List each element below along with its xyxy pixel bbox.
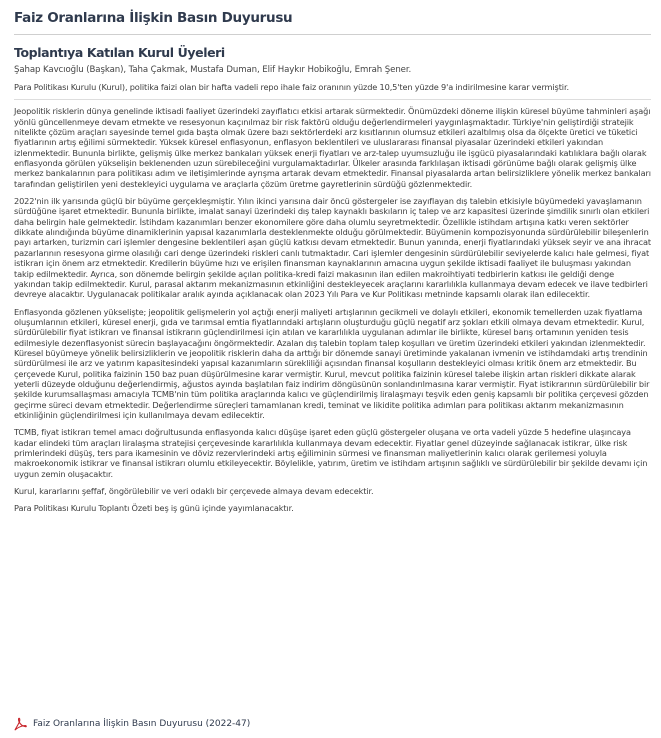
pdf-link-label[interactable]: Faiz Oranlarına İlişkin Basın Duyurusu (2022-47) xyxy=(33,719,251,729)
press-release-pdf-link[interactable] xyxy=(14,717,250,731)
pdf-icon xyxy=(14,717,27,731)
paragraph-growth: 2022'nin ilk yarısında güçlü bir büyüme gerçekleşmiştir. Yılın ikinci yarısına dair öncü göstergeler ise zayıflayan dış talebin etkisiyle büyümedeki yavaşlamanın sürdüğüne işaret etmektedir. Bununla birlikte, imalat sanayi üzerindeki dış talep kaynaklı baskıların iç talep ve arz kapasitesi üzerinde şimdilik sınırlı olan etkileri daha belirgin hale gelmektedir. İstihdam kazanımları benzer ekonomilere göre daha olumlu seyretmektedir. Özellikle istihdam artışına katkı veren sektörler dikkate alındığında büyüme dinamiklerinin yapısal kazanımlarla desteklenmekte olduğu görülmektedir. Büyümenin kompozisyonunda sürdürülebilir bileşenlerin payı artarken, turizmin cari işlemler dengesine beklentileri aşan güçlü katkısı devam etmektedir. Bunun yanında, enerji fiyatlarındaki yüksek seyir ve ana ihracat pazarlarının resesyona girme olasılığı cari denge üzerindeki riskleri canlı tutmaktadır. Cari işlemler dengesinin sürdürülebilir seviyelerde kalıcı hale gelmesi, fiyat istikrarı için önem arz etmektedir. Kredilerin büyüme hızı ve erişilen finansman kaynaklarının amacına uygun şekilde iktisadi faaliyet ile buluşması yakından takip edilmektedir. Ayrıca, son dönemde belirgin şekilde açılan politika-kredi faizi makasının ilan edilen makroihtiyati tedbirlerin katkısı ile geldiği denge yakından takip edilmektedir. Kurul, parasal aktarım mekanizmasının etkinliğini destekleyecek araçlarını kararlılıkla kullanmaya devam edecek ve ilave tedbirleri devreye alacaktır. Uygulanacak politikalar aralık ayında açıklanacak olan 2023 Yılı Para ve Kur Politikası metninde kapsamlı olarak ilan edilecektir. xyxy=(14,196,651,300)
paragraph-global-outlook: Jeopolitik risklerin dünya genelinde iktisadi faaliyet üzerindeki zayıflatıcı etkisi artarak sürmektedir. Önümüzdeki döneme ilişkin küresel büyüme tahminleri aşağı yönlü güncellenmeye devam etmekte ve resesyonun kaçınılmaz bir risk faktörü olduğu değerlendirmeleri yaygınlaşmaktadır. Türkiye'nin geliştirdiği stratejik nitelikte çözüm araçları sayesinde temel gıda başta olmak üzere bazı sektörlerdeki arz kısıtlarının olumsuz etkileri azaltılmış olsa da ölçekte üretici ve tüketici fiyatlarının artış eğilimi sürmektedir. Yüksek küresel enflasyonun, enflasyon beklentileri ve uluslararası finansal piyasalar üzerindeki etkileri yakından izlenmektedir. Bununla birlikte, gelişmiş ülke merkez bankaları yüksek enerji fiyatları ve arz-talep uyumsuzluğu ile işgücü piyasalarındaki katılıklara bağlı olarak enflasyonda görülen yükselişin beklenenden uzun sürebileceğini vurgulamaktadırlar. Ülkeler arasında farklılaşan iktisadi görünüme bağlı olarak gelişmiş ülke merkez bankalarının para politikası adım ve iletişimlerinde ayrışma artarak devam etmektedir. Finansal piyasalarda artan belirsizliklere yönelik merkez bankaları tarafından geliştirilen yeni destekleyici uygulama ve araçlarla çözüm üretme gayretlerinin sürdüğü gözlenmektedir. xyxy=(14,106,651,189)
title-divider xyxy=(14,34,651,35)
paragraph-transparency: Kurul, kararlarını şeffaf, öngörülebilir ve veri odaklı bir çerçevede almaya devam edecektir. xyxy=(14,486,374,497)
section-title: Toplantıya Katılan Kurul Üyeleri xyxy=(14,45,225,60)
paragraph-summary-note: Para Politikası Kurulu Toplantı Özeti beş iş günü içinde yayımlanacaktır. xyxy=(14,503,294,514)
paragraph-price-stability: TCMB, fiyat istikrarı temel amacı doğrultusunda enflasyonda kalıcı düşüşe işaret eden güçlü göstergeler oluşana ve orta vadeli yüzde 5 hedefine ulaşıncaya kadar elindeki tüm araçları liralaşma stratejisi çerçevesinde kararlılıkla kullanmaya devam edecektir. Fiyatlar genel düzeyinde sağlanacak istikrar, ülke risk primlerindeki düşüş, ters para ikamesinin ve döviz rezervlerindeki artış eğiliminin sürmesi ve finansman maliyetlerinin kalıcı olarak gerilemesi yoluyla makroekonomik istikrar ve finansal istikrarı olumlu etkileyecektir. Böylelikle, yatırım, üretim ve istihdam artışının sağlıklı ve sürdürülebilir bir şekilde devamı için uygun zemin oluşacaktır. xyxy=(14,427,648,479)
page-title: Faiz Oranlarına İlişkin Basın Duyurusu xyxy=(14,10,293,26)
paragraph-decision: Para Politikası Kurulu (Kurul), politika faizi olan bir hafta vadeli repo ihale faiz oranının yüzde 10,5'ten yüzde 9'a indirilmesine karar vermiştir. xyxy=(14,82,569,92)
paragraph-inflation: Enflasyonda gözlenen yükselişte; jeopolitik gelişmelerin yol açtığı enerji maliyeti artışlarının gecikmeli ve dolaylı etkileri, ekonomik temellerden uzak fiyatlama oluşumlarının etkileri, küresel enerji, gıda ve tarımsal emtia fiyatlarındaki artışların oluşturduğu güçlü negatif arz şokları etkili olmaya devam etmektedir. Kurul, sürdürülebilir fiyat istikrarı ve finansal istikrarın güçlendirilmesi için atılan ve kararlılıkla uygulanan adımlar ile birlikte, küresel barış ortamının yeniden tesis edilmesiyle dezenflasyonist sürecin başlayacağını öngörmektedir. Azalan dış talebin toplam talep koşulları ve üretim üzerindeki etkileri yakından izlenmektedir. Küresel büyümeye yönelik belirsizliklerin ve jeopolitik risklerin daha da arttığı bir dönemde sanayi üretiminde yakalanan ivmenin ve istihdamdaki artış trendinin sürdürülmesi ile arz ve yatırım kapasitesindeki yapısal kazanımların sürekliliği açısından finansal koşulların destekleyici olması kritik önem arz etmektedir. Bu çerçevede Kurul, politika faizinin 150 baz puan düşürülmesine karar vermiştir. Kurul, mevcut politika faizinin küresel talebe ilişkin artan riskleri dikkate alarak yeterli düzeyde olduğunu değerlendirmiş, ağustos ayında başlatılan faiz indirim döngüsünün sonlandırılmasına karar vermiştir. Fiyat istikrarının sürdürülebilir bir şekilde kurumsallaşması amacıyla TCMB'nin tüm politika araçlarında kalıcı ve güçlendirilmiş liralaşmayı teşvik eden geniş kapsamlı bir politika çerçevesi gözden geçirme süreci devam etmektedir. Değerlendirme süreçleri tamamlanan kredi, teminat ve likidite politika adımları para politikası aktarım mekanizmasının etkinliğinin güçlendirilmesi için kullanılmaya devam edilecektir. xyxy=(14,306,650,420)
members-list: Şahap Kavcıoğlu (Başkan), Taha Çakmak, Mustafa Duman, Elif Haykır Hobikoğlu, Emrah Şener. xyxy=(14,65,412,75)
divider xyxy=(14,99,651,100)
